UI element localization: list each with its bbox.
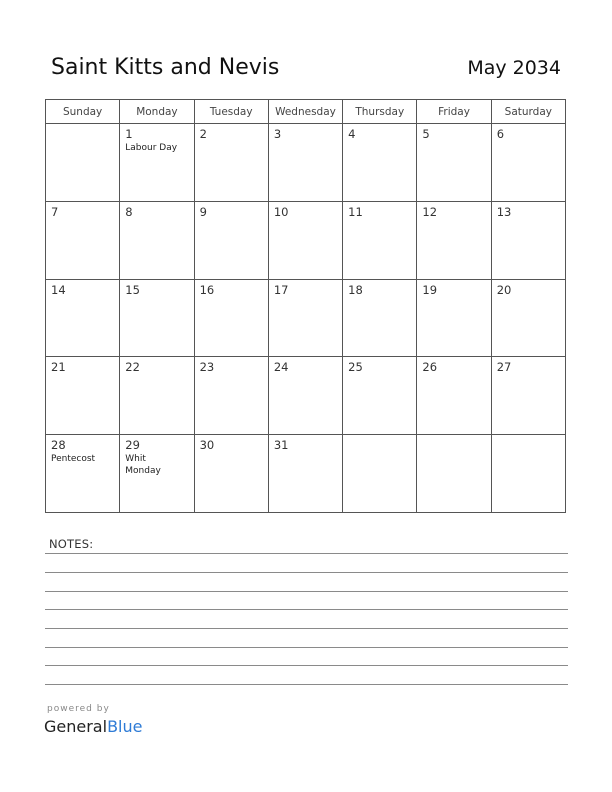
notes-line [45,665,568,666]
holiday-label: Labour Day [125,143,178,153]
day-number: 7 [51,204,59,219]
day-cell [417,357,491,435]
notes-line [45,628,568,629]
weekday-header: Tuesday [194,100,268,124]
day-cell [491,279,565,357]
day-number: 20 [496,282,512,297]
day-cell [194,124,268,202]
day-cell [491,435,565,513]
calendar-month-title: May 2034 [467,57,561,79]
day-number: 10 [273,204,289,219]
generalblue-logo [44,717,142,736]
weekday-header-row [46,100,566,124]
day-number: 12 [422,204,438,219]
day-cell [268,279,342,357]
weekday-header: Monday [120,100,194,124]
brand-general-text: General [44,717,108,736]
day-cell [268,357,342,435]
notes-line [45,609,568,610]
day-number: 11 [348,204,363,219]
day-number: 31 [273,438,289,453]
day-number: 21 [51,360,66,375]
day-number: 16 [199,282,215,297]
notes-line [45,647,568,648]
day-cell [194,279,268,357]
day-cell [46,279,120,357]
weekday-header: Thursday [343,100,417,124]
day-number: 27 [496,360,512,375]
day-number: 23 [199,360,215,375]
day-number: 19 [422,282,438,297]
day-cell [46,201,120,279]
day-cell [417,124,491,202]
day-number: 18 [348,282,363,297]
holiday-label: Pentecost [51,454,96,465]
day-cell [120,201,194,279]
notes-label: NOTES: [49,537,94,551]
day-cell [120,435,194,513]
day-cell [343,201,417,279]
week-row [46,201,566,279]
day-cell [491,201,565,279]
calendar-country-title: Saint Kitts and Nevis [51,55,280,80]
weekday-header: Friday [417,100,491,124]
day-number: 6 [496,127,505,141]
day-number: 8 [125,204,133,219]
day-cell [491,357,565,435]
day-cell [46,435,120,513]
day-cell [343,279,417,357]
powered-by-text: powered by [47,704,110,714]
day-cell [46,357,120,435]
notes-line [45,572,568,573]
month-calendar-grid [45,99,566,513]
day-number: 4 [348,127,356,141]
day-cell [194,357,268,435]
day-cell [194,201,268,279]
day-number: 26 [422,360,438,375]
day-number: 29 [125,438,140,453]
weekday-header: Sunday [46,100,120,124]
week-row [46,435,566,513]
holiday-label: Whit Monday [125,454,161,477]
brand-blue-text: Blue [107,717,143,736]
day-cell [417,279,491,357]
day-number: 3 [273,127,282,141]
notes-line [45,553,568,554]
day-cell [417,435,491,513]
notes-line [45,684,568,685]
day-number: 25 [348,360,363,375]
week-row [46,279,566,357]
day-cell [417,201,491,279]
day-cell [343,435,417,513]
day-cell [268,124,342,202]
week-row [46,124,566,202]
day-number: 9 [199,204,207,219]
notes-line [45,591,568,592]
day-cell [491,124,565,202]
weekday-header: Wednesday [268,100,342,124]
day-number: 22 [125,360,140,375]
day-cell [343,124,417,202]
day-number: 1 [125,127,133,141]
day-cell [268,435,342,513]
day-cell [46,124,120,202]
day-cell [120,124,194,202]
day-cell [194,435,268,513]
day-cell [120,357,194,435]
day-number: 30 [199,438,215,453]
day-number: 2 [199,127,207,141]
day-number: 28 [51,438,66,453]
day-cell [268,201,342,279]
weekday-header: Saturday [491,100,565,124]
day-number: 15 [125,282,140,297]
day-number: 5 [422,127,430,141]
day-cell [120,279,194,357]
day-number: 24 [273,360,289,375]
day-number: 13 [496,204,512,219]
day-cell [343,357,417,435]
day-number: 14 [51,282,66,297]
week-row [46,357,566,435]
day-number: 17 [273,282,289,297]
